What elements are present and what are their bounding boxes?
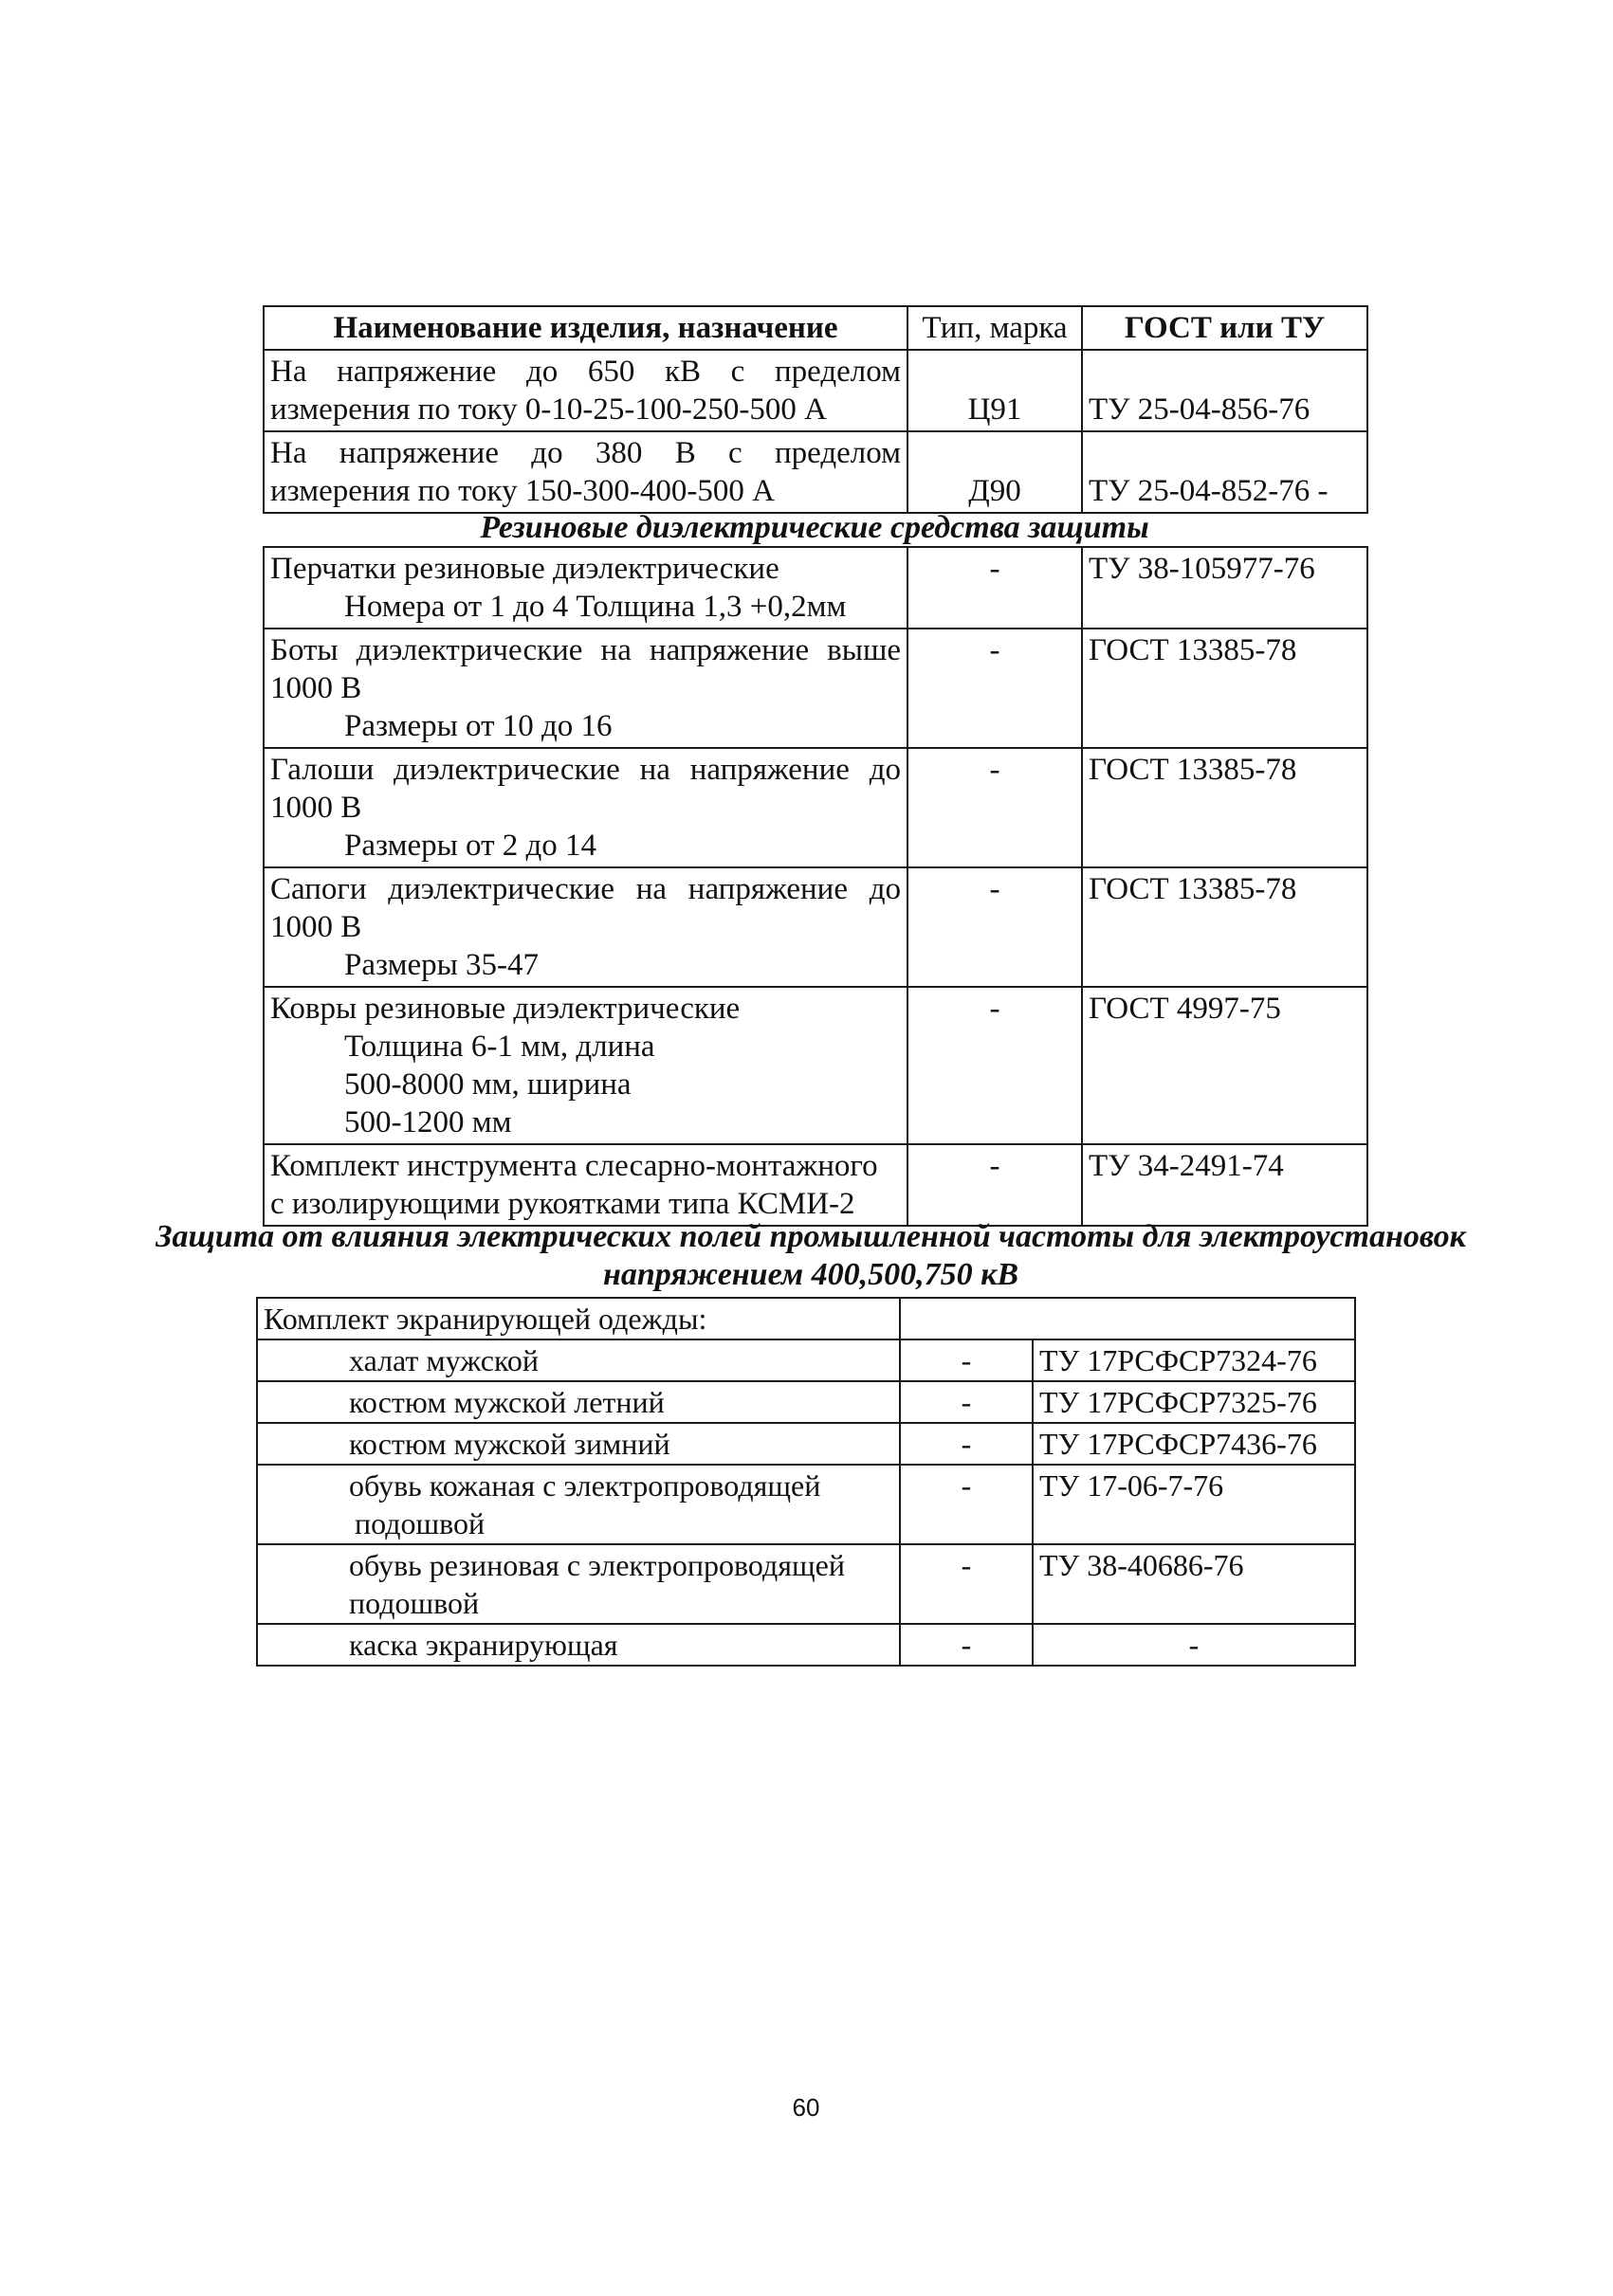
empty-cell	[900, 1298, 1355, 1339]
item-name: каска экранирующая	[257, 1624, 900, 1666]
table-row	[257, 1339, 1355, 1381]
shielding-clothing-table	[256, 1297, 1356, 1667]
item-gost: -	[1033, 1624, 1355, 1666]
table-row	[264, 629, 1367, 748]
item-gost: ТУ 17РСФСР7436-76	[1033, 1423, 1355, 1465]
table-row	[264, 547, 1367, 629]
table-row	[264, 987, 1367, 1144]
item-type: -	[900, 1624, 1033, 1666]
row-gost: ГОСТ 4997-75	[1082, 987, 1367, 1144]
row-name: На напряжение до 650 кВ с пределом измерения по току 0-10-25-100-250-500 А	[264, 350, 907, 431]
row-name: Боты диэлектрические на напряжение выше 1000 В Размеры от 10 до 16	[264, 629, 907, 748]
section-title-rubber: Резиновые диэлектрические средства защиты	[480, 510, 1149, 545]
row-name: На напряжение до 380 В с пределом измерения по току 150-300-400-500 А	[264, 431, 907, 513]
header-name: Наименование изделия, назначение	[264, 306, 907, 350]
row-name: Комплект инструмента слесарно-монтажного с изолирующими рукоятками типа КСМИ-2	[264, 1144, 907, 1226]
item-gost: ТУ 17-06-7-76	[1033, 1465, 1355, 1544]
row-type: -	[907, 547, 1082, 629]
row-type: -	[907, 748, 1082, 867]
products-table	[263, 305, 1368, 514]
item-gost: ТУ 17РСФСР7324-76	[1033, 1339, 1355, 1381]
row-type: -	[907, 987, 1082, 1144]
row-gost: ГОСТ 13385-78	[1082, 748, 1367, 867]
table-row	[264, 867, 1367, 987]
item-type: -	[900, 1381, 1033, 1423]
header-gost: ГОСТ или ТУ	[1082, 306, 1367, 350]
section-title-voltage: напряжением 400,500,750 кВ	[602, 1257, 1019, 1292]
table-row	[257, 1423, 1355, 1465]
item-name: обувь резиновая с электропроводящей подошвой	[257, 1544, 900, 1624]
table-row	[264, 748, 1367, 867]
row-type: -	[907, 1144, 1082, 1226]
item-type: -	[900, 1339, 1033, 1381]
item-type: -	[900, 1423, 1033, 1465]
table-header-row	[257, 1298, 1355, 1339]
item-name: обувь кожаная с электропроводящей подошвой	[257, 1465, 900, 1544]
item-gost: ТУ 38-40686-76	[1033, 1544, 1355, 1624]
row-name: Ковры резиновые диэлектрические Толщина 6-1 мм, длина 500-8000 мм, ширина 500-1200 мм	[264, 987, 907, 1144]
item-type: -	[900, 1465, 1033, 1544]
row-name: Сапоги диэлектрические на напряжение до 1000 В Размеры 35-47	[264, 867, 907, 987]
table-header-row	[264, 306, 1367, 350]
row-gost: ТУ 38-105977-76	[1082, 547, 1367, 629]
rubber-protection-table	[263, 546, 1368, 1227]
item-name: халат мужской	[257, 1339, 900, 1381]
table-row	[264, 431, 1367, 513]
row-gost: ТУ 25-04-852-76 -	[1082, 431, 1367, 513]
row-name: Перчатки резиновые диэлектрические Номера от 1 до 4 Толщина 1,3 +0,2мм	[264, 547, 907, 629]
table-row	[257, 1465, 1355, 1544]
item-gost: ТУ 17РСФСР7325-76	[1033, 1381, 1355, 1423]
row-type: -	[907, 867, 1082, 987]
section-title-electric-fields: Защита от влияния электрических полей промышленной частоты для электроустановок	[156, 1219, 1466, 1254]
row-gost: ГОСТ 13385-78	[1082, 867, 1367, 987]
row-gost: ГОСТ 13385-78	[1082, 629, 1367, 748]
item-name: костюм мужской зимний	[257, 1423, 900, 1465]
page-number: 60	[792, 2093, 820, 2122]
row-gost: ТУ 25-04-856-76	[1082, 350, 1367, 431]
row-type: Ц91	[907, 350, 1082, 431]
table-row	[264, 1144, 1367, 1226]
table-row	[257, 1544, 1355, 1624]
kit-header: Комплект экранирующей одежды:	[257, 1298, 900, 1339]
row-name: Галоши диэлектрические на напряжение до 1000 В Размеры от 2 до 14	[264, 748, 907, 867]
table-row	[264, 350, 1367, 431]
row-gost: ТУ 34-2491-74	[1082, 1144, 1367, 1226]
item-name: костюм мужской летний	[257, 1381, 900, 1423]
table-row	[257, 1624, 1355, 1666]
item-type: -	[900, 1544, 1033, 1624]
header-type: Тип, марка	[907, 306, 1082, 350]
row-type: -	[907, 629, 1082, 748]
row-type: Д90	[907, 431, 1082, 513]
table-row	[257, 1381, 1355, 1423]
